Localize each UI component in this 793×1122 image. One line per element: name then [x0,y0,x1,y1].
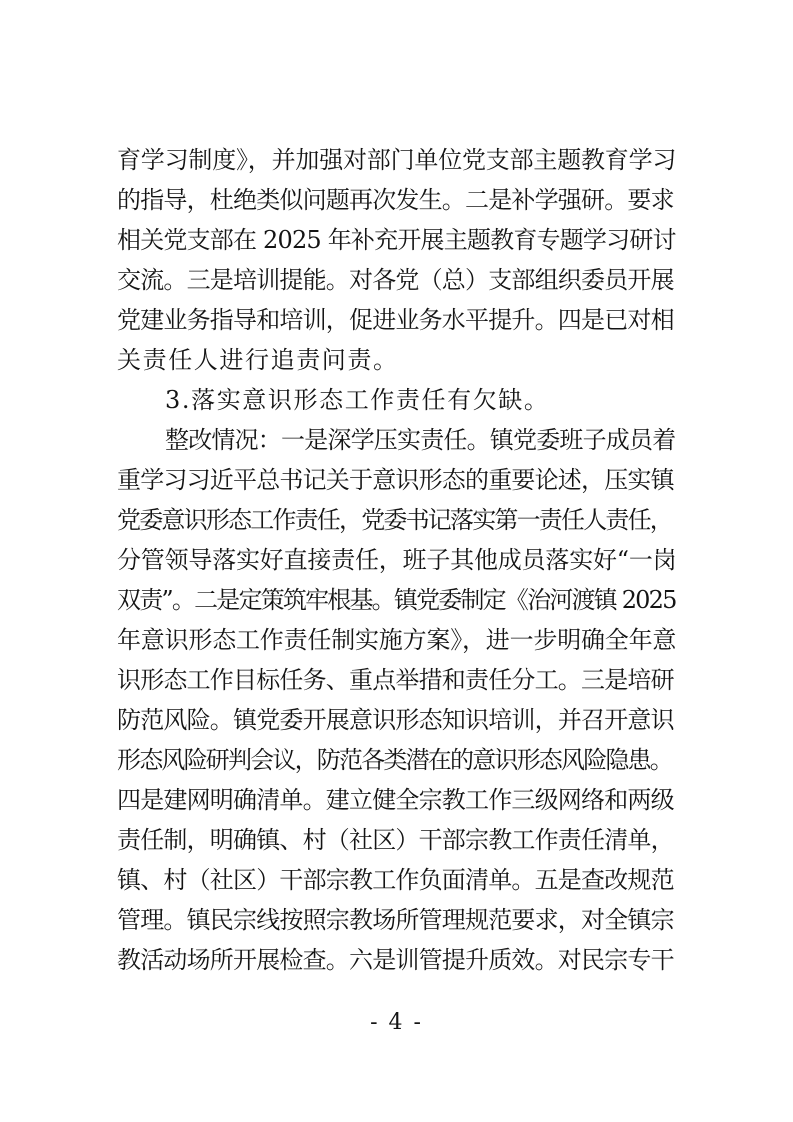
text-line-18: 责任制，明确镇、村（社区）干部宗教工作责任清单， [117,826,674,854]
text-line-10: 党委意识形态工作责任，党委书记落实第一责任人责任， [117,506,672,534]
text-line-3: 相关党支部在 2025 年补充开展主题教育专题学习研讨 [117,226,676,254]
text-line-13: 年意识形态工作责任制实施方案》，进一步明确全年意 [117,626,677,654]
text-line-9: 重学习习近平总书记关于意识形态的重要论述，压实镇 [117,466,674,494]
section-heading: 3.落实意识形态工作责任有欠缺。 [165,386,550,414]
text-line-17: 四是建网明确清单。建立健全宗教工作三级网络和两级 [117,786,674,814]
text-line-20: 管理。镇民宗线按照宗教场所管理规范要求，对全镇宗 [117,906,674,934]
text-line-2: 的指导，杜绝类似问题再次发生。二是补学强研。要求 [117,186,674,214]
text-line-19: 镇、村（社区）干部宗教工作负面清单。五是查改规范 [117,866,674,894]
text-line-16: 形态风险研判会议，防范各类潜在的意识形态风险隐患。 [117,746,672,774]
text-line-21: 教活动场所开展检查。六是训管提升质效。对民宗专干 [117,946,674,974]
text-line-14: 识形态工作目标任务、重点举措和责任分工。三是培研 [117,666,674,694]
text-line-12: 双责”。二是定策筑牢根基。镇党委制定《治河渡镇 2025 [117,586,676,614]
text-line-15: 防范风险。镇党委开展意识形态知识培训，并召开意识 [117,706,674,734]
text-line-4: 交流。三是培训提能。对各党（总）支部组织委员开展 [117,266,674,294]
text-line-5: 党建业务指导和培训，促进业务水平提升。四是已对相 [117,306,674,334]
text-line-6: 关责任人进行追责问责。 [117,346,399,374]
text-line-8: 整改情况：一是深学压实责任。镇党委班子成员着 [165,426,676,454]
text-line-11: 分管领导落实好直接责任，班子其他成员落实好“一岗 [117,546,677,574]
page-number: - 4 - [370,1010,423,1035]
text-line-1: 育学习制度》，并加强对部门单位党支部主题教育学习 [117,146,677,174]
